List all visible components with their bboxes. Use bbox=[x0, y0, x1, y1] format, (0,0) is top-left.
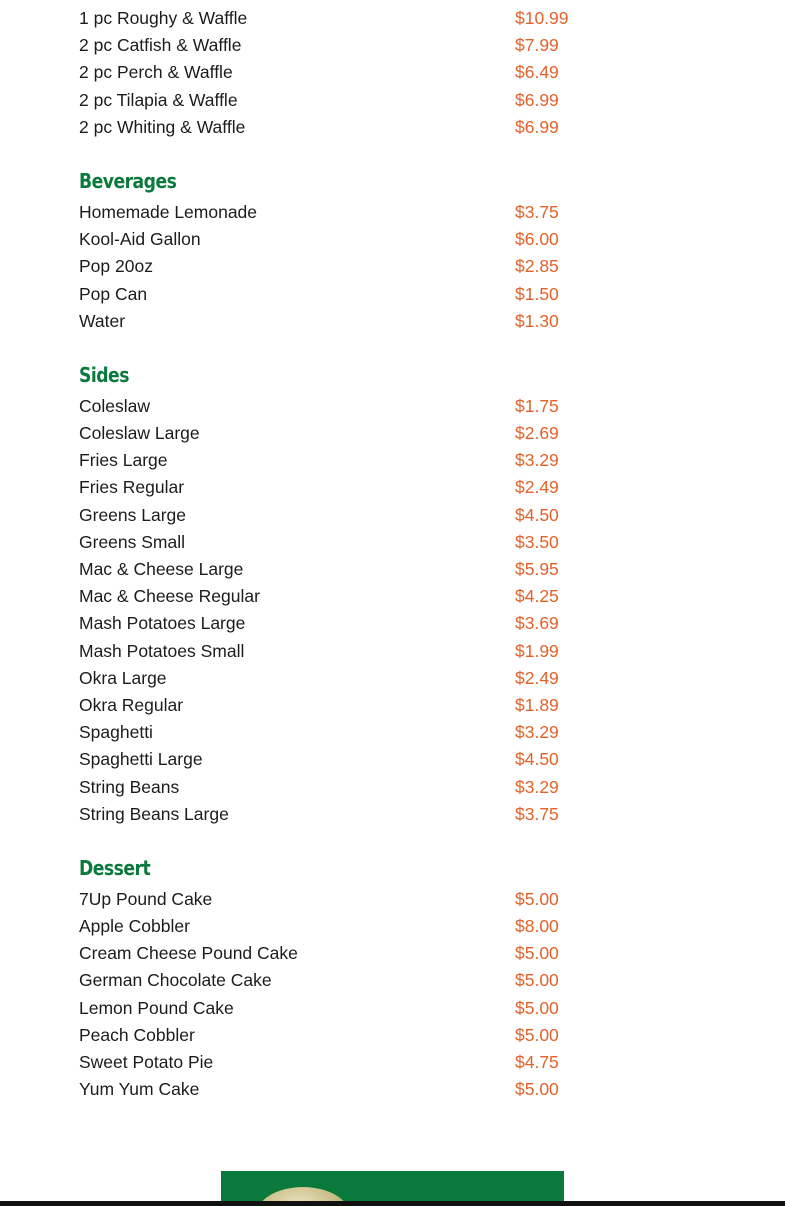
item-price: $3.69 bbox=[515, 613, 559, 634]
menu-item bbox=[79, 556, 599, 583]
item-price: $4.50 bbox=[515, 504, 559, 525]
item-price: $6.49 bbox=[515, 62, 559, 83]
item-price: $4.25 bbox=[515, 586, 559, 607]
item-price: $2.49 bbox=[515, 477, 559, 498]
item-name: Homemade Lemonade bbox=[79, 201, 258, 222]
menu-item bbox=[79, 913, 599, 940]
menu-item bbox=[79, 583, 599, 610]
menu-item bbox=[79, 746, 599, 773]
item-name: Okra Large bbox=[79, 667, 167, 688]
item-name: String Beans Large bbox=[79, 803, 229, 824]
item-name: Spaghetti bbox=[79, 722, 153, 743]
item-name: 2 pc Catfish & Waffle bbox=[79, 35, 242, 56]
menu-item bbox=[79, 1022, 599, 1049]
item-price: $3.29 bbox=[515, 776, 559, 797]
menu-item bbox=[79, 1076, 599, 1103]
section-title: Sides bbox=[79, 362, 129, 387]
item-name: 2 pc Tilapia & Waffle bbox=[79, 89, 238, 110]
item-price: $10.99 bbox=[515, 8, 569, 28]
item-price: $1.50 bbox=[515, 283, 559, 304]
menu-item bbox=[79, 610, 599, 637]
item-name: Cream Cheese Pound Cake bbox=[79, 943, 298, 964]
item-name: 2 pc Perch & Waffle bbox=[79, 62, 233, 83]
item-price: $1.89 bbox=[515, 694, 559, 715]
menu-item bbox=[79, 32, 599, 59]
menu-item bbox=[79, 393, 599, 420]
menu-section bbox=[79, 851, 599, 1104]
menu-item bbox=[79, 474, 599, 501]
item-name: Kool-Aid Gallon bbox=[79, 229, 201, 250]
item-price: $5.00 bbox=[515, 1024, 559, 1045]
menu-item bbox=[79, 940, 599, 967]
item-price: $7.99 bbox=[515, 35, 559, 56]
menu-item bbox=[79, 59, 599, 86]
item-price: $3.75 bbox=[515, 803, 559, 824]
menu-item bbox=[79, 447, 599, 474]
menu-item bbox=[79, 87, 599, 114]
item-name: Yum Yum Cake bbox=[79, 1079, 200, 1100]
item-name: Greens Large bbox=[79, 504, 187, 525]
menu-item bbox=[79, 281, 599, 308]
menu-item bbox=[79, 226, 599, 253]
section-title: Dessert bbox=[79, 855, 151, 880]
item-name: 1 pc Roughy & Waffle bbox=[79, 8, 248, 28]
item-price: $1.99 bbox=[515, 640, 559, 661]
menu-section bbox=[79, 164, 599, 335]
item-name: String Beans bbox=[79, 776, 180, 797]
item-price: $2.49 bbox=[515, 667, 559, 688]
menu-item bbox=[79, 638, 599, 665]
menu-section bbox=[79, 5, 599, 141]
item-name: 2 pc Whiting & Waffle bbox=[79, 116, 246, 137]
item-price: $4.50 bbox=[515, 749, 559, 770]
item-price: $5.00 bbox=[515, 943, 559, 964]
item-name: Mash Potatoes Large bbox=[79, 613, 246, 634]
menu-item bbox=[79, 801, 599, 828]
item-price: $6.99 bbox=[515, 116, 559, 137]
menu-item bbox=[79, 253, 599, 280]
menu-list bbox=[79, 5, 599, 1103]
item-price: $5.95 bbox=[515, 559, 559, 579]
menu-section bbox=[79, 358, 599, 828]
item-price: $8.00 bbox=[515, 916, 559, 937]
menu-item bbox=[79, 420, 599, 447]
item-name: Sweet Potato Pie bbox=[79, 1052, 214, 1072]
item-price: $2.69 bbox=[515, 423, 559, 444]
menu-item bbox=[79, 692, 599, 719]
item-price: $1.30 bbox=[515, 310, 559, 331]
section-title: Beverages bbox=[79, 168, 177, 193]
menu-item bbox=[79, 502, 599, 529]
menu-item bbox=[79, 967, 599, 994]
item-price: $5.00 bbox=[515, 997, 559, 1018]
item-name: Spaghetti Large bbox=[79, 749, 203, 770]
item-price: $5.00 bbox=[515, 888, 559, 909]
menu-item bbox=[79, 5, 599, 32]
item-name: Pop Can bbox=[79, 283, 148, 304]
item-price: $3.50 bbox=[515, 531, 559, 552]
menu-item bbox=[79, 1049, 599, 1076]
item-price: $3.29 bbox=[515, 450, 559, 471]
item-price: $2.85 bbox=[515, 256, 559, 277]
item-price: $3.75 bbox=[515, 201, 559, 222]
item-name: Mash Potatoes Small bbox=[79, 640, 245, 661]
item-price: $6.99 bbox=[515, 89, 559, 110]
item-name: Fries Large bbox=[79, 450, 168, 471]
menu-item bbox=[79, 114, 599, 141]
item-name: German Chocolate Cake bbox=[79, 970, 272, 991]
item-name: Apple Cobbler bbox=[79, 916, 190, 937]
menu-item bbox=[79, 308, 599, 335]
item-name: 7Up Pound Cake bbox=[79, 888, 213, 909]
item-price: $6.00 bbox=[515, 229, 559, 250]
item-price: $3.29 bbox=[515, 722, 559, 743]
menu-item bbox=[79, 529, 599, 556]
item-name: Coleslaw Large bbox=[79, 423, 200, 444]
item-name: Peach Cobbler bbox=[79, 1024, 195, 1045]
item-price: $4.75 bbox=[515, 1052, 559, 1072]
item-name: Lemon Pound Cake bbox=[79, 997, 234, 1018]
item-name: Coleslaw bbox=[79, 395, 150, 416]
item-name: Mac & Cheese Regular bbox=[79, 586, 260, 607]
menu-item bbox=[79, 199, 599, 226]
menu-item bbox=[79, 719, 599, 746]
item-price: $5.00 bbox=[515, 1079, 559, 1100]
item-price: $5.00 bbox=[515, 970, 559, 991]
menu-item bbox=[79, 774, 599, 801]
item-name: Okra Regular bbox=[79, 694, 184, 715]
item-name: Water bbox=[79, 310, 126, 331]
item-name: Mac & Cheese Large bbox=[79, 559, 244, 579]
menu-item bbox=[79, 995, 599, 1022]
menu-item bbox=[79, 886, 599, 913]
item-name: Fries Regular bbox=[79, 477, 185, 498]
item-name: Greens Small bbox=[79, 531, 186, 552]
item-price: $1.75 bbox=[515, 395, 559, 416]
item-name: Pop 20oz bbox=[79, 256, 153, 277]
bottom-bar bbox=[0, 1201, 785, 1206]
menu-item bbox=[79, 665, 599, 692]
